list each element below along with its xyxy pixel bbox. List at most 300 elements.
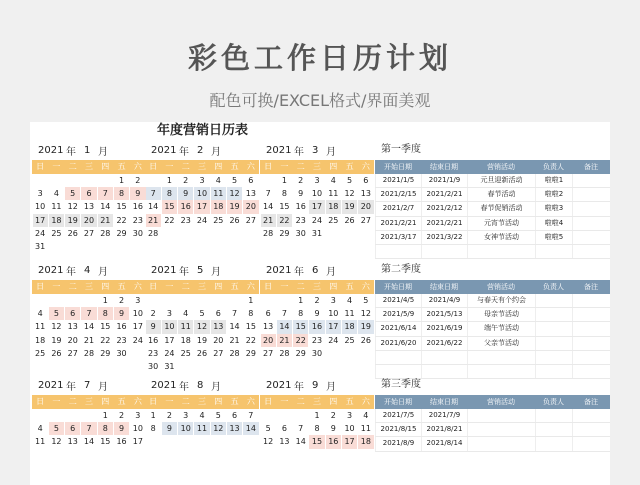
day-cell[interactable]: 5 [232,176,238,185]
table-cell[interactable]: 2021/4/5 [375,294,421,307]
table-cell[interactable]: 元宵节活动 [467,217,535,230]
table-cell[interactable] [535,423,572,436]
day-cell[interactable]: 18 [326,200,341,213]
day-cell[interactable]: 28 [83,348,95,358]
day-cell[interactable]: 2 [119,296,125,305]
table-cell[interactable]: 2021/3/17 [375,231,421,244]
day-cell[interactable]: 1 [102,296,108,305]
day-cell[interactable]: 14 [277,320,292,333]
day-cell[interactable]: 18 [180,335,191,345]
day-cell[interactable]: 13 [83,202,95,212]
table-cell[interactable]: 2021/8/9 [375,437,421,450]
day-cell[interactable]: 24 [132,335,143,345]
day-cell[interactable]: 14 [263,202,274,212]
day-cell[interactable]: 19 [342,200,357,213]
day-cell[interactable]: 28 [148,228,159,238]
day-cell[interactable]: 25 [180,348,191,358]
day-cell[interactable]: 9 [130,187,145,200]
table-cell[interactable]: 2021/4/9 [421,294,467,307]
day-cell[interactable]: 25 [344,335,355,345]
day-cell[interactable]: 4 [215,176,221,185]
day-cell[interactable]: 23 [148,348,159,358]
day-cell[interactable]: 22 [100,335,111,345]
day-cell[interactable]: 31 [164,361,175,371]
day-cell[interactable]: 13 [67,322,78,332]
table-cell[interactable]: 2021/7/5 [375,409,421,422]
day-cell[interactable]: 20 [243,200,258,213]
day-cell[interactable]: 8 [298,309,304,319]
day-cell[interactable]: 25 [213,215,224,225]
day-cell[interactable]: 17 [132,437,143,447]
day-cell[interactable]: 19 [51,335,62,345]
day-cell[interactable]: 5 [265,424,271,434]
day-cell[interactable]: 14 [243,422,258,435]
day-cell[interactable]: 9 [178,187,193,200]
day-cell[interactable]: 11 [211,187,226,200]
day-cell[interactable]: 21 [229,335,240,345]
day-cell[interactable]: 30 [295,228,306,238]
day-cell[interactable]: 26 [67,228,78,238]
table-cell[interactable] [572,174,610,187]
table-cell[interactable] [535,245,572,258]
day-cell[interactable]: 8 [98,422,113,435]
table-cell[interactable]: 2021/1/5 [375,174,421,187]
day-cell[interactable]: 16 [178,200,193,213]
table-cell[interactable]: 与春天有个约会 [467,294,535,307]
day-cell[interactable]: 21 [83,335,95,345]
day-cell[interactable]: 19 [196,335,208,345]
day-cell[interactable]: 11 [35,437,46,447]
day-cell[interactable]: 24 [164,348,175,358]
day-cell[interactable]: 16 [148,335,159,345]
day-cell[interactable]: 15 [279,202,290,212]
day-cell[interactable]: 5 [347,176,353,185]
table-cell[interactable] [421,351,467,364]
table-cell[interactable]: 2021/7/9 [421,409,467,422]
day-cell[interactable]: 15 [116,202,127,212]
table-cell[interactable] [375,351,421,364]
day-cell[interactable]: 29 [116,228,127,238]
day-cell[interactable]: 15 [293,320,308,333]
day-cell[interactable]: 15 [162,200,177,213]
table-cell[interactable]: 2021/2/21 [375,217,421,230]
day-cell[interactable]: 1 [314,411,320,420]
table-cell[interactable] [572,231,610,244]
table-cell[interactable]: 端午节活动 [467,322,535,335]
day-cell[interactable]: 27 [263,348,274,358]
day-cell[interactable]: 10 [344,424,355,434]
day-cell[interactable]: 11 [194,422,209,435]
day-cell[interactable]: 7 [298,424,304,434]
day-cell[interactable]: 17 [342,435,357,448]
day-cell[interactable]: 21 [146,214,161,227]
table-cell[interactable] [572,337,610,350]
day-cell[interactable]: 21 [261,214,276,227]
table-cell[interactable]: 啦啦4 [535,217,572,230]
day-cell[interactable]: 23 [311,335,323,345]
day-cell[interactable]: 5 [199,309,205,319]
day-cell[interactable]: 10 [132,424,143,434]
table-cell[interactable]: 啦啦3 [535,202,572,215]
table-cell[interactable]: 元旦迎新活动 [467,174,535,187]
table-cell[interactable]: 女神节活动 [467,231,535,244]
day-cell[interactable]: 27 [360,215,371,225]
table-cell[interactable] [535,308,572,321]
day-cell[interactable]: 10 [311,189,323,199]
day-cell[interactable]: 24 [328,335,339,345]
day-cell[interactable]: 27 [83,228,95,238]
day-cell[interactable]: 3 [347,411,353,420]
day-cell[interactable]: 28 [279,348,290,358]
day-cell[interactable]: 13 [211,320,226,333]
table-cell[interactable] [535,437,572,450]
day-cell[interactable]: 20 [261,334,276,347]
day-cell[interactable]: 5 [363,296,369,305]
day-cell[interactable]: 22 [164,215,175,225]
day-cell[interactable]: 17 [164,335,175,345]
day-cell[interactable]: 4 [37,424,43,434]
day-cell[interactable]: 28 [263,228,274,238]
day-cell[interactable]: 5 [49,307,64,320]
day-cell[interactable]: 17 [132,322,143,332]
day-cell[interactable]: 8 [114,187,129,200]
day-cell[interactable]: 17 [194,200,209,213]
day-cell[interactable]: 12 [67,202,78,212]
table-cell[interactable] [572,308,610,321]
day-cell[interactable]: 12 [227,187,242,200]
day-cell[interactable]: 7 [81,422,96,435]
day-cell[interactable]: 5 [65,187,80,200]
day-cell[interactable]: 21 [98,214,113,227]
table-cell[interactable] [572,322,610,335]
day-cell[interactable]: 27 [67,348,78,358]
day-cell[interactable]: 30 [148,361,159,371]
day-cell[interactable]: 10 [194,187,209,200]
day-cell[interactable]: 18 [211,200,226,213]
table-cell[interactable] [467,423,535,436]
day-cell[interactable]: 31 [311,228,323,238]
day-cell[interactable]: 17 [33,214,48,227]
day-cell[interactable]: 4 [363,411,369,420]
day-cell[interactable]: 3 [330,296,336,305]
table-cell[interactable]: 2021/6/20 [375,337,421,350]
day-cell[interactable]: 10 [35,202,46,212]
day-cell[interactable]: 30 [311,348,323,358]
table-cell[interactable] [535,337,572,350]
day-cell[interactable]: 25 [328,215,339,225]
table-cell[interactable]: 2021/8/14 [421,437,467,450]
day-cell[interactable]: 3 [166,309,172,319]
day-cell[interactable]: 25 [51,228,62,238]
day-cell[interactable]: 13 [360,189,371,199]
table-cell[interactable]: 春节活动 [467,188,535,201]
table-cell[interactable] [572,217,610,230]
table-cell[interactable] [467,437,535,450]
day-cell[interactable]: 4 [347,296,353,305]
table-cell[interactable]: 2021/8/21 [421,423,467,436]
day-cell[interactable]: 29 [100,348,111,358]
day-cell[interactable]: 20 [81,214,96,227]
day-cell[interactable]: 6 [363,176,369,185]
day-cell[interactable]: 6 [248,176,254,185]
day-cell[interactable]: 3 [199,176,205,185]
day-cell[interactable]: 19 [358,320,373,333]
table-cell[interactable] [467,409,535,422]
day-cell[interactable]: 23 [295,215,306,225]
day-cell[interactable]: 2 [330,411,336,420]
day-cell[interactable]: 28 [229,348,240,358]
day-cell[interactable]: 3 [135,296,141,305]
day-cell[interactable]: 4 [330,176,336,185]
day-cell[interactable]: 14 [229,322,240,332]
day-cell[interactable]: 15 [100,437,111,447]
day-cell[interactable]: 26 [229,215,240,225]
day-cell[interactable]: 15 [309,435,324,448]
day-cell[interactable]: 18 [342,320,357,333]
day-cell[interactable]: 9 [162,422,177,435]
day-cell[interactable]: 7 [98,187,113,200]
day-cell[interactable]: 4 [37,309,43,319]
day-cell[interactable]: 16 [116,437,127,447]
table-cell[interactable] [421,245,467,258]
day-cell[interactable]: 9 [330,424,336,434]
table-cell[interactable] [572,188,610,201]
day-cell[interactable]: 7 [281,309,287,319]
day-cell[interactable]: 25 [35,348,46,358]
day-cell[interactable]: 3 [314,176,320,185]
day-cell[interactable]: 2 [119,411,125,420]
day-cell[interactable]: 3 [37,189,43,199]
day-cell[interactable]: 14 [83,322,95,332]
day-cell[interactable]: 2 [135,176,141,185]
day-cell[interactable]: 13 [67,437,78,447]
day-cell[interactable]: 28 [100,228,111,238]
table-cell[interactable]: 2021/6/22 [421,337,467,350]
day-cell[interactable]: 2 [183,176,189,185]
day-cell[interactable]: 8 [248,309,254,319]
table-cell[interactable] [375,245,421,258]
day-cell[interactable]: 23 [116,335,127,345]
table-cell[interactable] [535,351,572,364]
day-cell[interactable]: 29 [295,348,306,358]
day-cell[interactable]: 24 [35,228,46,238]
day-cell[interactable]: 12 [211,422,226,435]
day-cell[interactable]: 7 [146,187,161,200]
table-cell[interactable]: 2021/1/9 [421,174,467,187]
day-cell[interactable]: 12 [263,437,274,447]
table-cell[interactable]: 啦啦1 [535,174,572,187]
day-cell[interactable]: 2 [150,309,156,319]
day-cell[interactable]: 6 [81,187,96,200]
day-cell[interactable]: 23 [180,215,191,225]
day-cell[interactable]: 6 [281,424,287,434]
day-cell[interactable]: 22 [277,214,292,227]
day-cell[interactable]: 6 [232,411,238,420]
day-cell[interactable]: 1 [248,296,254,305]
table-cell[interactable] [572,202,610,215]
day-cell[interactable]: 24 [196,215,208,225]
day-cell[interactable]: 5 [215,411,221,420]
day-cell[interactable]: 14 [295,437,306,447]
table-cell[interactable]: 2021/2/15 [375,188,421,201]
table-cell[interactable]: 啦啦2 [535,188,572,201]
table-cell[interactable]: 2021/2/12 [421,202,467,215]
day-cell[interactable]: 11 [328,189,339,199]
day-cell[interactable]: 12 [344,189,355,199]
day-cell[interactable]: 31 [35,241,46,251]
day-cell[interactable]: 9 [298,189,304,199]
day-cell[interactable]: 10 [132,309,143,319]
table-cell[interactable] [572,437,610,450]
table-cell[interactable] [572,245,610,258]
day-cell[interactable]: 1 [102,411,108,420]
table-cell[interactable]: 2021/2/21 [421,188,467,201]
day-cell[interactable]: 26 [360,335,371,345]
day-cell[interactable]: 12 [360,309,371,319]
table-cell[interactable]: 2021/8/15 [375,423,421,436]
day-cell[interactable]: 7 [265,189,271,199]
day-cell[interactable]: 12 [51,437,62,447]
day-cell[interactable]: 14 [148,202,159,212]
day-cell[interactable]: 11 [178,320,193,333]
day-cell[interactable]: 9 [114,307,129,320]
table-cell[interactable]: 2021/5/13 [421,308,467,321]
day-cell[interactable]: 13 [245,189,256,199]
day-cell[interactable]: 12 [194,320,209,333]
day-cell[interactable]: 8 [314,424,320,434]
day-cell[interactable]: 20 [67,335,78,345]
day-cell[interactable]: 4 [199,411,205,420]
table-cell[interactable]: 啦啦5 [535,231,572,244]
day-cell[interactable]: 16 [295,202,306,212]
day-cell[interactable]: 7 [81,307,96,320]
day-cell[interactable]: 20 [213,335,224,345]
day-cell[interactable]: 6 [215,309,221,319]
day-cell[interactable]: 14 [83,437,95,447]
day-cell[interactable]: 5 [49,422,64,435]
day-cell[interactable]: 11 [344,309,355,319]
table-cell[interactable] [572,351,610,364]
table-cell[interactable]: 2021/3/22 [421,231,467,244]
day-cell[interactable]: 13 [227,422,242,435]
day-cell[interactable]: 1 [298,296,304,305]
day-cell[interactable]: 2 [166,411,172,420]
day-cell[interactable]: 2 [314,296,320,305]
table-cell[interactable]: 父亲节活动 [467,337,535,350]
day-cell[interactable]: 18 [35,335,46,345]
day-cell[interactable]: 12 [51,322,62,332]
day-cell[interactable]: 30 [132,228,143,238]
day-cell[interactable]: 20 [358,200,373,213]
day-cell[interactable]: 2 [298,176,304,185]
table-cell[interactable] [572,423,610,436]
day-cell[interactable]: 1 [119,176,125,185]
day-cell[interactable]: 9 [114,422,129,435]
day-cell[interactable]: 29 [245,348,256,358]
day-cell[interactable]: 26 [51,348,62,358]
day-cell[interactable]: 16 [116,322,127,332]
day-cell[interactable]: 9 [314,309,320,319]
day-cell[interactable]: 8 [98,307,113,320]
table-cell[interactable]: 2021/6/19 [421,322,467,335]
day-cell[interactable]: 10 [328,309,339,319]
day-cell[interactable]: 8 [162,187,177,200]
day-cell[interactable]: 3 [183,411,189,420]
day-cell[interactable]: 17 [326,320,341,333]
day-cell[interactable]: 10 [162,320,177,333]
day-cell[interactable]: 6 [65,422,80,435]
day-cell[interactable]: 14 [100,202,111,212]
day-cell[interactable]: 18 [49,214,64,227]
table-cell[interactable]: 2021/6/14 [375,322,421,335]
day-cell[interactable]: 18 [358,435,373,448]
day-cell[interactable]: 6 [265,309,271,319]
table-cell[interactable] [535,322,572,335]
day-cell[interactable]: 27 [245,215,256,225]
day-cell[interactable]: 21 [277,334,292,347]
day-cell[interactable]: 17 [309,200,324,213]
day-cell[interactable]: 16 [309,320,324,333]
day-cell[interactable]: 27 [213,348,224,358]
day-cell[interactable]: 11 [35,322,46,332]
table-cell[interactable] [535,409,572,422]
day-cell[interactable]: 26 [344,215,355,225]
table-cell[interactable]: 2021/2/21 [421,217,467,230]
day-cell[interactable]: 1 [150,411,156,420]
day-cell[interactable]: 19 [227,200,242,213]
day-cell[interactable]: 24 [311,215,323,225]
day-cell[interactable]: 26 [196,348,208,358]
table-cell[interactable]: 2021/5/9 [375,308,421,321]
day-cell[interactable]: 19 [65,214,80,227]
day-cell[interactable]: 22 [116,215,127,225]
table-cell[interactable]: 春节促销活动 [467,202,535,215]
day-cell[interactable]: 3 [135,411,141,420]
day-cell[interactable]: 30 [116,348,127,358]
day-cell[interactable]: 8 [150,424,156,434]
day-cell[interactable]: 22 [245,335,256,345]
day-cell[interactable]: 4 [183,309,189,319]
table-cell[interactable] [467,351,535,364]
day-cell[interactable]: 13 [263,322,274,332]
day-cell[interactable]: 15 [245,322,256,332]
day-cell[interactable]: 1 [166,176,172,185]
day-cell[interactable]: 16 [132,202,143,212]
day-cell[interactable]: 8 [281,189,287,199]
day-cell[interactable]: 7 [248,411,254,420]
day-cell[interactable]: 15 [100,322,111,332]
day-cell[interactable]: 29 [279,228,290,238]
day-cell[interactable]: 6 [65,307,80,320]
day-cell[interactable]: 23 [132,215,143,225]
table-cell[interactable] [467,245,535,258]
day-cell[interactable]: 1 [281,176,287,185]
day-cell[interactable]: 16 [326,435,341,448]
day-cell[interactable]: 4 [53,189,59,199]
day-cell[interactable]: 9 [146,320,161,333]
day-cell[interactable]: 11 [51,202,62,212]
table-cell[interactable] [535,294,572,307]
table-cell[interactable]: 2021/2/7 [375,202,421,215]
day-cell[interactable]: 7 [232,309,238,319]
day-cell[interactable]: 10 [178,422,193,435]
day-cell[interactable]: 11 [360,424,371,434]
table-cell[interactable] [572,294,610,307]
table-cell[interactable]: 母亲节活动 [467,308,535,321]
day-cell[interactable]: 22 [293,334,308,347]
table-cell[interactable] [572,409,610,422]
day-cell[interactable]: 13 [279,437,290,447]
